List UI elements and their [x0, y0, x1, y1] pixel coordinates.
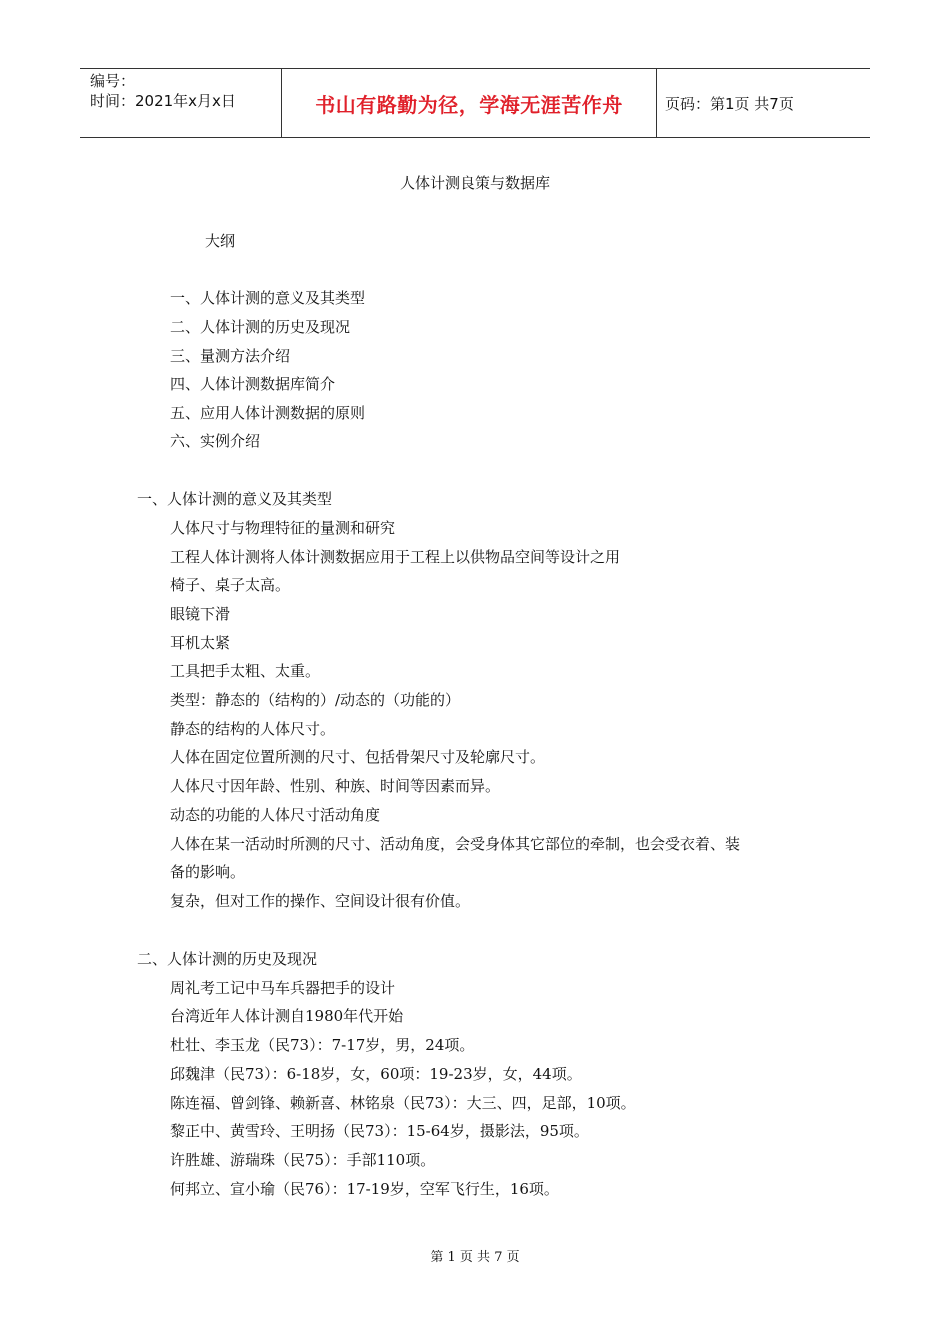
paragraph-line: 人体尺寸与物理特征的量测和研究 [170, 519, 396, 537]
section-heading: 二、人体计测的历史及现况 [137, 950, 318, 968]
outline-item: 五、应用人体计测数据的原则 [170, 404, 366, 422]
outline-item: 二、人体计测的历史及现况 [170, 318, 351, 336]
page-info: 页码：第1页 共7页 [665, 94, 794, 113]
outline-item: 一、人体计测的意义及其类型 [170, 289, 366, 307]
page-footer: 第 1 页 共 7 页 [430, 1250, 520, 1265]
document-title: 人体计测良策与数据库 [399, 174, 550, 192]
header-motto-cell [281, 69, 657, 137]
header-page-cell [656, 69, 870, 137]
paragraph-line: 黎正中、黄雪玲、王明扬（民73）：15-64岁，摄影法，95项。 [170, 1122, 589, 1140]
outline-item: 六、实例介绍 [170, 432, 261, 450]
paragraph-line: 陈连福、曾剑锋、赖新喜、林铭泉（民73）：大三、四，足部，10项。 [170, 1094, 636, 1112]
paragraph-line: 何邦立、宣小瑜（民76）：17-19岁，空军飞行生，16项。 [170, 1180, 559, 1198]
paragraph-line: 复杂，但对工作的操作、空间设计很有价值。 [170, 892, 471, 910]
paragraph-line: 备的影响。 [170, 863, 246, 881]
paragraph-line: 人体尺寸因年龄、性别、种族、时间等因素而异。 [170, 777, 501, 795]
document-header [80, 68, 870, 138]
outline-item: 三、量测方法介绍 [170, 347, 291, 365]
paragraph-line: 工具把手太粗、太重。 [170, 662, 321, 680]
paragraph-line: 动态的功能的人体尺寸活动角度 [170, 806, 381, 824]
paragraph-line: 人体在某一活动时所测的尺寸、活动角度，会受身体其它部位的牵制，也会受衣着、装 [170, 835, 741, 853]
paragraph-line: 耳机太紧 [170, 634, 231, 652]
paragraph-line: 类型：静态的（结构的）/动态的（功能的） [170, 691, 461, 709]
paragraph-line: 眼镜下滑 [170, 605, 231, 623]
motto-text: 书山有路勤为径，学海无涯苦作舟 [315, 92, 623, 117]
paragraph-line: 杜壮、李玉龙（民73）：7-17岁，男，24项。 [170, 1036, 475, 1054]
paragraph-line: 邱魏津（民73）：6-18岁，女，60项：19-23岁，女，44项。 [170, 1065, 582, 1083]
date-label: 时间：2021年x月x日 [90, 92, 236, 110]
number-label: 编号： [90, 72, 136, 90]
paragraph-line: 静态的结构的人体尺寸。 [170, 720, 336, 738]
paragraph-line: 周礼考工记中马车兵器把手的设计 [170, 979, 396, 997]
paragraph-line: 人体在固定位置所测的尺寸、包括骨架尺寸及轮廓尺寸。 [170, 748, 546, 766]
paragraph-line: 椅子、桌子太高。 [170, 576, 291, 594]
header-left-cell [80, 69, 280, 137]
paragraph-line: 许胜雄、游瑞珠（民75）：手部110项。 [170, 1151, 436, 1169]
outline-heading: 大纲 [205, 232, 236, 250]
outline-item: 四、人体计测数据库简介 [170, 375, 336, 393]
section-heading: 一、人体计测的意义及其类型 [137, 490, 333, 508]
paragraph-line: 工程人体计测将人体计测数据应用于工程上以供物品空间等设计之用 [170, 548, 621, 566]
paragraph-line: 台湾近年人体计测自1980年代开始 [170, 1007, 404, 1025]
